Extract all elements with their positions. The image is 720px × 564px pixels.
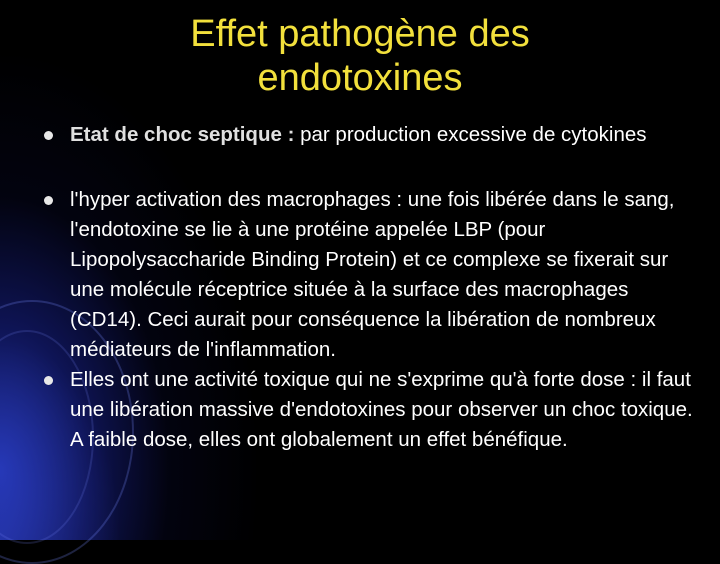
bullet-text: l'hyper activation des macrophages : une fois libérée dans le sang, l'endotoxine se lie à une protéine appelée LBP (pour Lipopolysaccharide Binding Protein) et ce complexe se fixerait sur une molécule réceptrice située à la surface des macrophages (CD14). Ceci aurait pour conséquence la libération de nombreux médiateurs de l'inflammation. <box>70 188 675 361</box>
bullet-list <box>44 120 694 455</box>
bullet-term: Etat de choc septique : <box>70 123 295 146</box>
bullet-item-toxic-dose <box>44 365 694 455</box>
slide-title: Effet pathogène des endotoxines <box>190 13 530 99</box>
bullet-dot-icon <box>44 196 53 205</box>
bullet-text: par production excessive de cytokines <box>294 123 647 146</box>
bullet-item-macrophage-activation <box>44 185 694 365</box>
bullet-item-septic-shock <box>44 120 694 150</box>
bullet-dot-icon <box>44 131 53 140</box>
bullet-text: Elles ont une activité toxique qui ne s'exprime qu'à forte dose : il faut une libération massive d'endotoxines pour observer un choc toxique. A faible dose, elles ont globalement un effet bénéfique. <box>70 368 693 451</box>
bullet-dot-icon <box>44 376 53 385</box>
